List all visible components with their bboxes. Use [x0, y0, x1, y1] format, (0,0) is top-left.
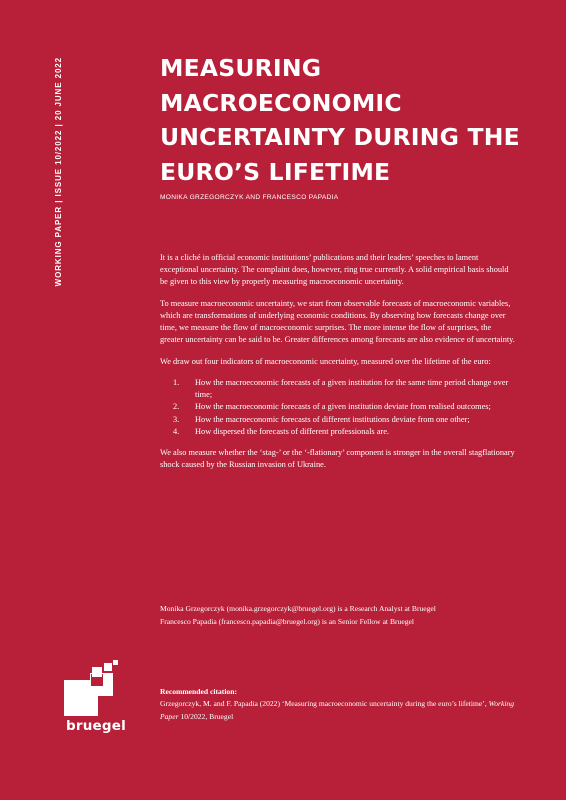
list-item-text: How the macroeconomic forecasts of a given institution deviate from realised outcomes;	[195, 402, 491, 412]
citation	[160, 686, 530, 723]
abstract-paragraph-3: We draw out four indicators of macroeconomic uncertainty, measured over the lifetime of the euro:	[160, 356, 491, 366]
list-item-text: How the macroeconomic forecasts of different institutions deviate from one other;	[195, 414, 470, 424]
indicator-list	[160, 377, 516, 437]
author-contacts	[160, 603, 530, 628]
list-item-text: How dispersed the forecasts of different professionals are.	[195, 426, 390, 436]
list-item	[160, 377, 516, 401]
logo-wordmark: bruegel	[66, 718, 126, 734]
abstract-paragraph-closing: We also measure whether the ‘stag-’ or the ‘-flationary’ component is stronger in the overall stagflationary shock caused by the Russian invasion of Ukraine.	[160, 448, 515, 470]
author-contact-2: Francesco Papadia (francesco.papadia@bruegel.org) is an Senior Fellow at Bruegel	[160, 616, 414, 626]
citation-text-start: Grzegorczyk, M. and F. Papadia (2022) ‘Measuring macroeconomic uncertainty during the euro’s lifetime’,	[160, 699, 489, 709]
authors: MONIKA GRZEGORCZYK AND FRANCESCO PAPADIA	[160, 194, 339, 201]
page-title: MEASURING MACROECONOMIC UNCERTAINTY DURING THE EURO’S LIFETIME	[160, 54, 520, 186]
citation-text	[160, 698, 530, 723]
abstract-paragraph-1: It is a cliché in official economic institutions’ publications and their leaders’ speeches to lament exceptional uncertainty. The complaint does, however, ring true currently. A solid empirical basis should be given to this view by properly measuring macroeconomic uncertainty.	[160, 253, 509, 287]
list-item	[160, 414, 516, 426]
author-contact-1: Monika Grzegorczyk (monika.grzegorczyk@bruegel.org) is a Research Analyst at Bruegel	[160, 604, 436, 613]
abstract	[160, 252, 516, 481]
list-item	[160, 426, 516, 438]
list-item-number: 4.	[173, 426, 180, 436]
citation-heading: Recommended citation:	[160, 687, 237, 696]
list-item	[160, 401, 516, 413]
citation-series: Working Paper	[160, 699, 515, 721]
list-item-text: How the macroeconomic forecasts of a given institution for the same time period change over time;	[195, 378, 509, 400]
list-item-number: 2.	[173, 402, 180, 412]
side-label: WORKING PAPER | ISSUE 10/2022 | 20 JUNE 2022	[54, 57, 63, 287]
citation-text-end: 10/2022, Bruegel	[178, 711, 234, 721]
side-label-wrapper	[52, 57, 66, 287]
abstract-paragraph-2: To measure macroeconomic uncertainty, we start from observable forecasts of macroeconomic variables, which are transformations of underlying economic conditions. By observing how forecasts change over time, we measure the flow of macroeconomic surprises. The more intense the flow of surprises, the greater uncertainty can be said to be. Greater differences among forecasts are also evidence of uncertainty.	[160, 298, 515, 345]
list-item-number: 3.	[173, 414, 180, 424]
list-item-number: 1.	[173, 378, 180, 388]
